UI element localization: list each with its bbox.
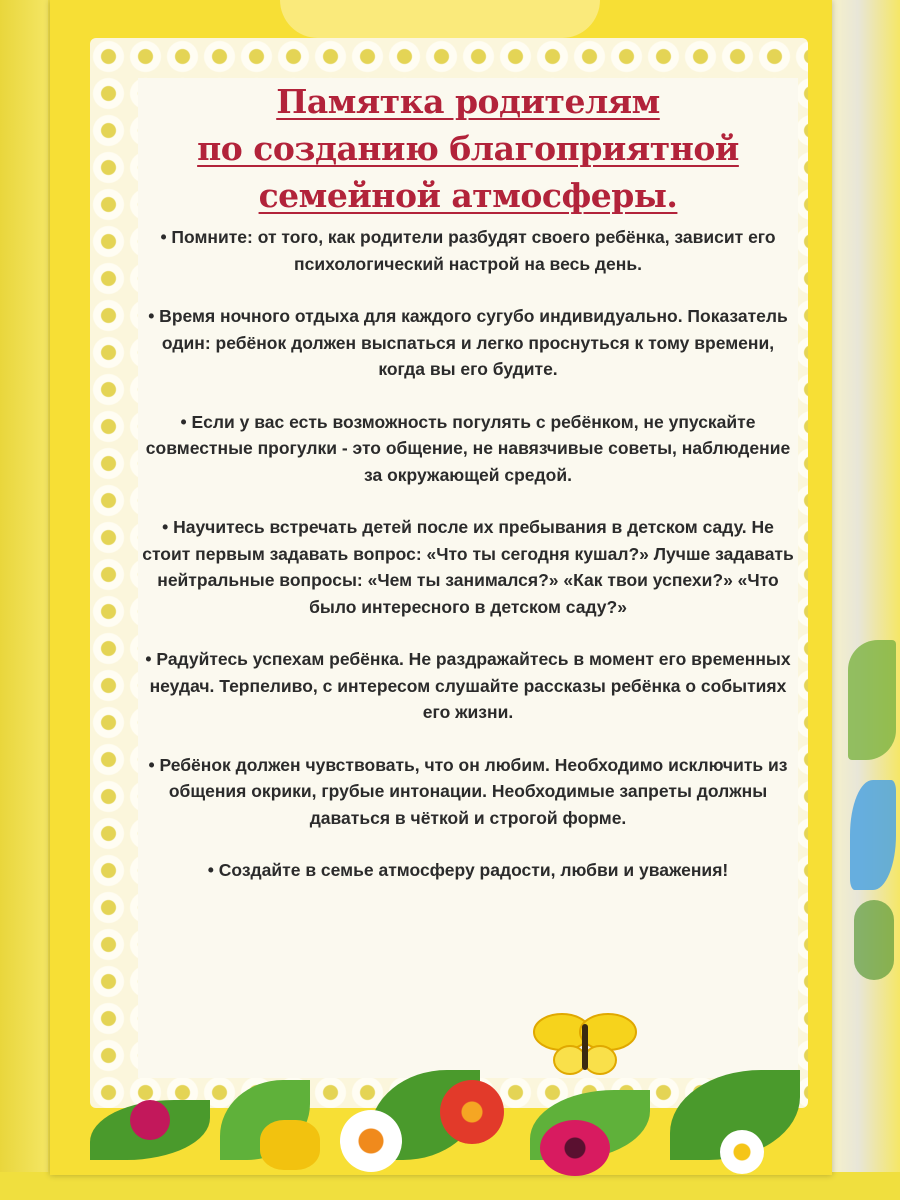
butterfly-icon — [530, 1010, 640, 1080]
memo-paragraph: • Время ночного отдыха для каждого сугубо индивидуально. Показатель один: ребёнок должен выспаться и легко проснуться к тому времени, когда вы его будите. — [148, 306, 788, 379]
title-line-2: по созданию благоприятной — [197, 129, 739, 168]
title-line-3: семейной атмосферы. — [258, 176, 678, 215]
wall-left — [0, 0, 48, 1200]
flower-icon — [130, 1100, 170, 1140]
memo-title — [138, 78, 798, 219]
flower-icon — [260, 1120, 320, 1170]
memo-paragraph: • Помните: от того, как родители разбудят своего ребёнка, зависит его психологический настрой на весь день. — [160, 227, 776, 274]
flower-icon — [540, 1120, 610, 1176]
poster-deco-leaf — [848, 640, 896, 760]
daisy-icon — [340, 1110, 402, 1172]
daisy-icon — [720, 1130, 764, 1174]
shelf-edge — [0, 1172, 900, 1200]
flower-garland-icon — [70, 1010, 814, 1170]
flower-icon — [440, 1080, 504, 1144]
memo-paragraph: • Научитесь встречать детей после их пребывания в детском саду. Не стоит первым задавать вопрос: «Что ты сегодня кушал?» Лучше задавать нейтральные вопросы: «Чем ты занимался?» «Как твои успехи?» «Что было интересного в детском саду?» — [142, 517, 794, 617]
poster-deco-leaf — [854, 900, 894, 980]
poster-deco-flower — [850, 780, 896, 890]
protector-glare — [280, 0, 600, 38]
wall-right — [830, 0, 900, 1200]
memo-paragraph: • Радуйтесь успехам ребёнка. Не раздражайтесь в момент его временных неудач. Терпеливо, с интересом слушайте рассказы ребёнка о событиях его жизни. — [145, 649, 791, 722]
memo-panel — [138, 78, 798, 1078]
memo-paragraph: • Если у вас есть возможность погулять с ребёнком, не упускайте совместные прогулки - это общение, не навязчивые советы, наблюдение за окружающей средой. — [145, 411, 791, 485]
memo-body — [138, 224, 798, 910]
memo-paragraph: • Ребёнок должен чувствовать, что он любим. Необходимо исключить из общения окрики, грубые интонации. Необходимые запреты должны даваться в чёткой и строгой форме. — [148, 754, 788, 828]
title-line-1: Памятка родителям — [276, 82, 660, 121]
memo-paragraph: • Создайте в семье атмосферу радости, любви и уважения! — [207, 860, 729, 880]
memo-sheet — [50, 0, 832, 1175]
